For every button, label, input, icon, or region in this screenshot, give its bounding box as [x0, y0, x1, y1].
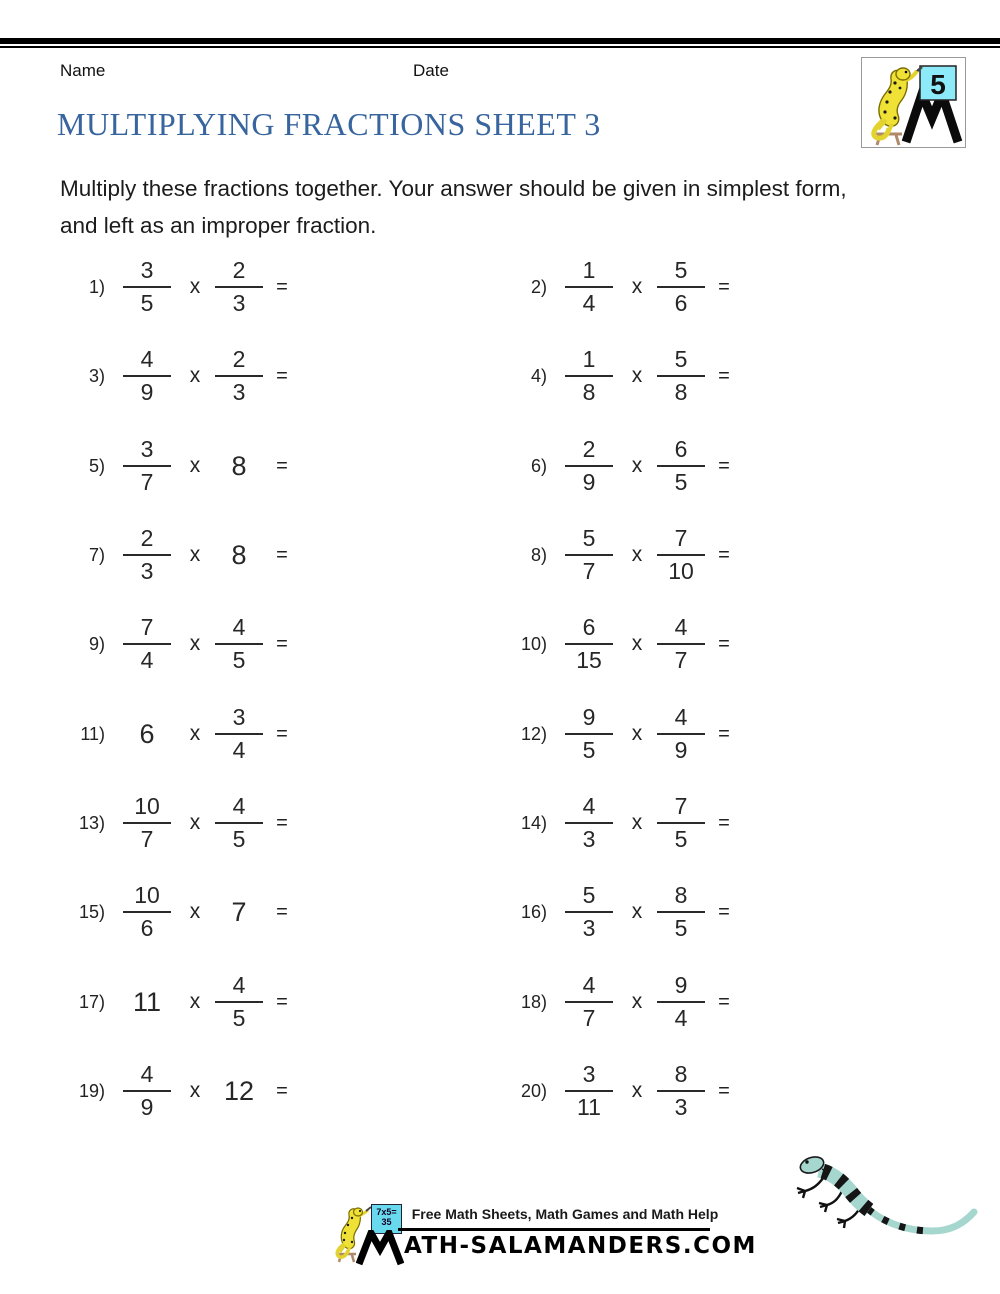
problem-row	[502, 1058, 752, 1124]
equals-sign: =	[718, 544, 730, 566]
problem-row	[60, 879, 310, 945]
first-factor	[559, 611, 619, 677]
multiply-sign: x	[631, 364, 643, 387]
fraction-bar	[215, 286, 263, 288]
second-factor	[209, 522, 269, 588]
equals-sign: =	[718, 455, 730, 477]
numerator: 1	[582, 257, 596, 283]
fraction-bar	[657, 733, 705, 735]
problem-row	[502, 343, 752, 409]
denominator: 5	[232, 1005, 246, 1031]
problem-number: 12)	[520, 724, 547, 744]
equals-sign: =	[276, 633, 288, 655]
multiply-sign: x	[189, 364, 201, 387]
footer-tagline: Free Math Sheets, Math Games and Math Help	[411, 1206, 719, 1222]
problem-number: 17)	[78, 992, 105, 1012]
numerator: 4	[140, 346, 154, 372]
fraction	[657, 436, 705, 496]
numerator: 5	[582, 525, 596, 551]
problem-row	[60, 343, 310, 409]
second-factor	[651, 254, 711, 320]
fraction	[215, 972, 263, 1032]
numerator: 3	[582, 1061, 596, 1087]
denominator: 9	[140, 1094, 154, 1120]
first-factor	[117, 522, 177, 588]
multiply-sign: x	[189, 990, 201, 1013]
fraction	[657, 614, 705, 674]
board-line-1: 7x5=	[376, 1207, 397, 1217]
second-factor	[209, 433, 269, 499]
second-factor	[209, 701, 269, 767]
page-title: MULTIPLYING FRACTIONS SHEET 3	[57, 106, 601, 142]
problem-row	[502, 969, 752, 1035]
denominator: 10	[668, 558, 694, 584]
denominator: 7	[140, 826, 154, 852]
second-factor	[651, 879, 711, 945]
denominator: 3	[582, 915, 596, 941]
denominator: 8	[582, 379, 596, 405]
multiply-sign: x	[631, 275, 643, 298]
numerator: 7	[674, 793, 688, 819]
fraction-bar	[565, 375, 613, 377]
numerator: 4	[582, 972, 596, 998]
brand-footer	[330, 1198, 757, 1272]
equals-sign: =	[276, 455, 288, 477]
fraction	[123, 882, 171, 942]
multiply-sign: x	[189, 1079, 201, 1102]
fraction-bar	[657, 375, 705, 377]
denominator: 6	[674, 290, 688, 316]
second-factor	[209, 969, 269, 1035]
multiply-sign: x	[631, 722, 643, 745]
denominator: 5	[582, 737, 596, 763]
date-label: Date	[413, 61, 449, 80]
problem-row	[502, 522, 752, 588]
equals-sign: =	[276, 544, 288, 566]
multiply-sign: x	[189, 722, 201, 745]
numerator: 8	[674, 1061, 688, 1087]
denominator: 11	[577, 1094, 601, 1120]
multiply-sign: x	[631, 1079, 643, 1102]
equals-sign: =	[718, 1080, 730, 1102]
numerator: 7	[140, 614, 154, 640]
board-line-2: 35	[381, 1217, 392, 1228]
first-factor	[117, 611, 177, 677]
problem-number: 1)	[88, 277, 105, 297]
name-label: Name	[60, 61, 106, 80]
second-factor	[209, 254, 269, 320]
denominator: 4	[674, 1005, 688, 1031]
denominator: 3	[232, 379, 246, 405]
fraction	[657, 793, 705, 853]
fraction	[657, 1061, 705, 1121]
fraction	[123, 525, 171, 585]
fraction	[565, 614, 613, 674]
fraction-bar	[565, 911, 613, 913]
fraction-bar	[565, 733, 613, 735]
second-factor	[651, 433, 711, 499]
numerator: 9	[582, 704, 596, 730]
fraction-bar	[565, 1001, 613, 1003]
equals-sign: =	[718, 901, 730, 923]
first-factor	[559, 790, 619, 856]
equals-sign: =	[276, 901, 288, 923]
fraction	[123, 346, 171, 406]
footer-m-icon	[356, 1230, 404, 1266]
fraction	[565, 972, 613, 1032]
numerator: 2	[232, 257, 246, 283]
fraction	[565, 346, 613, 406]
fraction-bar	[123, 822, 171, 824]
denominator: 3	[140, 558, 154, 584]
numerator: 1	[582, 346, 596, 372]
fraction-bar	[565, 822, 613, 824]
denominator: 3	[582, 826, 596, 852]
instructions-line-1: Multiply these fractions together. Your answer should be given in simplest form,	[60, 176, 847, 201]
fraction-bar	[657, 286, 705, 288]
fraction	[565, 525, 613, 585]
fraction-bar	[123, 1090, 171, 1092]
fraction-bar	[215, 375, 263, 377]
problem-row	[502, 433, 752, 499]
fraction	[123, 436, 171, 496]
denominator: 5	[674, 826, 688, 852]
fraction	[565, 882, 613, 942]
whole-number: 8	[231, 450, 247, 481]
problem-number: 2)	[530, 277, 547, 297]
first-factor	[559, 254, 619, 320]
fraction-bar	[565, 1090, 613, 1092]
multiply-sign: x	[189, 454, 201, 477]
denominator: 3	[674, 1094, 688, 1120]
whole-number: 8	[231, 539, 247, 570]
fraction-bar	[123, 465, 171, 467]
fraction-bar	[123, 643, 171, 645]
multiply-sign: x	[189, 811, 201, 834]
fraction	[215, 614, 263, 674]
whole-number: 7	[231, 896, 247, 927]
fraction-bar	[123, 554, 171, 556]
problem-number: 15)	[78, 902, 105, 922]
numerator: 5	[674, 346, 688, 372]
first-factor	[117, 433, 177, 499]
multiply-sign: x	[631, 990, 643, 1013]
first-factor	[559, 701, 619, 767]
numerator: 4	[582, 793, 596, 819]
first-factor	[117, 879, 177, 945]
problem-row	[502, 254, 752, 320]
fraction-bar	[215, 822, 263, 824]
multiply-sign: x	[631, 543, 643, 566]
denominator: 5	[674, 915, 688, 941]
problem-number: 19)	[78, 1081, 105, 1101]
fraction	[215, 704, 263, 764]
problem-row	[502, 790, 752, 856]
first-factor	[117, 701, 177, 767]
problem-number: 6)	[530, 456, 547, 476]
instructions-line-2: and left as an improper fraction.	[60, 213, 377, 238]
fraction	[565, 793, 613, 853]
equals-sign: =	[718, 633, 730, 655]
fraction-bar	[123, 375, 171, 377]
equals-sign: =	[718, 812, 730, 834]
numerator: 7	[674, 525, 688, 551]
equals-sign: =	[718, 723, 730, 745]
problem-number: 20)	[520, 1081, 547, 1101]
fraction-bar	[657, 554, 705, 556]
gecko-icon	[786, 1143, 991, 1243]
numerator: 2	[140, 525, 154, 551]
fraction	[215, 257, 263, 317]
whole-number: 11	[132, 986, 162, 1017]
denominator: 6	[140, 915, 154, 941]
first-factor	[559, 522, 619, 588]
problem-row	[60, 254, 310, 320]
problem-number: 5)	[88, 456, 105, 476]
problem-row	[60, 969, 310, 1035]
fraction	[565, 257, 613, 317]
equals-sign: =	[718, 991, 730, 1013]
fraction	[215, 793, 263, 853]
numerator: 4	[232, 614, 246, 640]
multiply-sign: x	[189, 900, 201, 923]
fraction-bar	[657, 1001, 705, 1003]
problem-row	[502, 611, 752, 677]
first-factor	[559, 1058, 619, 1124]
numerator: 4	[232, 972, 246, 998]
denominator: 7	[582, 558, 596, 584]
problem-row	[60, 433, 310, 499]
equals-sign: =	[718, 276, 730, 298]
fraction-bar	[565, 554, 613, 556]
problem-row	[60, 790, 310, 856]
numerator: 4	[232, 793, 246, 819]
denominator: 5	[140, 290, 154, 316]
denominator: 8	[674, 379, 688, 405]
first-factor	[559, 969, 619, 1035]
fraction-bar	[215, 1001, 263, 1003]
fraction	[657, 882, 705, 942]
fraction-bar	[657, 465, 705, 467]
problem-number: 8)	[530, 545, 547, 565]
first-factor	[117, 790, 177, 856]
fraction-bar	[657, 643, 705, 645]
first-factor	[559, 343, 619, 409]
equals-sign: =	[276, 1080, 288, 1102]
numerator: 9	[674, 972, 688, 998]
second-factor	[651, 343, 711, 409]
grade-number: 5	[930, 69, 946, 100]
problem-number: 13)	[78, 813, 105, 833]
denominator: 9	[674, 737, 688, 763]
multiply-sign: x	[189, 632, 201, 655]
denominator: 4	[582, 290, 596, 316]
fraction-bar	[565, 643, 613, 645]
problem-number: 16)	[520, 902, 547, 922]
numerator: 5	[582, 882, 596, 908]
denominator: 4	[232, 737, 246, 763]
fraction	[657, 257, 705, 317]
denominator: 5	[674, 469, 688, 495]
second-factor	[209, 790, 269, 856]
equals-sign: =	[276, 812, 288, 834]
second-factor	[209, 879, 269, 945]
denominator: 9	[582, 469, 596, 495]
fraction-bar	[657, 911, 705, 913]
problem-row	[502, 701, 752, 767]
whole-number: 12	[223, 1075, 255, 1106]
second-factor	[209, 343, 269, 409]
fraction-bar	[565, 465, 613, 467]
second-factor	[651, 790, 711, 856]
problem-number: 14)	[520, 813, 547, 833]
problem-row	[60, 1058, 310, 1124]
numerator: 3	[140, 257, 154, 283]
denominator: 7	[674, 647, 688, 673]
numerator: 4	[674, 614, 688, 640]
multiply-sign: x	[631, 900, 643, 923]
fraction-bar	[657, 822, 705, 824]
equals-sign: =	[718, 365, 730, 387]
numerator: 8	[674, 882, 688, 908]
denominator: 9	[140, 379, 154, 405]
fraction	[123, 793, 171, 853]
first-factor	[117, 1058, 177, 1124]
multiply-sign: x	[189, 543, 201, 566]
first-factor	[117, 254, 177, 320]
problem-number: 18)	[520, 992, 547, 1012]
problem-row	[60, 522, 310, 588]
fraction	[565, 436, 613, 496]
fraction-bar	[215, 643, 263, 645]
multiply-sign: x	[189, 275, 201, 298]
whole-number: 6	[139, 718, 155, 749]
numerator: 4	[674, 704, 688, 730]
numerator: 3	[232, 704, 246, 730]
multiply-sign: x	[631, 632, 643, 655]
site-name: ATH-SALAMANDERS.COM	[404, 1233, 757, 1259]
numerator: 10	[134, 793, 160, 819]
problem-row	[502, 879, 752, 945]
denominator: 5	[232, 647, 246, 673]
problem-number: 7)	[88, 545, 105, 565]
fraction	[657, 525, 705, 585]
first-factor	[559, 879, 619, 945]
numerator: 3	[140, 436, 154, 462]
fraction	[565, 704, 613, 764]
first-factor	[117, 969, 177, 1035]
fraction-bar	[123, 286, 171, 288]
fraction	[123, 614, 171, 674]
fraction-bar	[215, 733, 263, 735]
fraction	[657, 346, 705, 406]
problem-number: 10)	[520, 634, 547, 654]
fraction	[123, 257, 171, 317]
fraction	[657, 972, 705, 1032]
second-factor	[209, 611, 269, 677]
denominator: 4	[140, 647, 154, 673]
multiply-sign: x	[631, 454, 643, 477]
second-factor	[209, 1058, 269, 1124]
numerator: 2	[232, 346, 246, 372]
equals-sign: =	[276, 991, 288, 1013]
footer-rule	[398, 1228, 710, 1231]
denominator: 15	[576, 647, 602, 673]
problem-number: 4)	[530, 366, 547, 386]
fraction-bar	[565, 286, 613, 288]
denominator: 5	[232, 826, 246, 852]
second-factor	[651, 969, 711, 1035]
fraction	[657, 704, 705, 764]
problem-number: 9)	[88, 634, 105, 654]
first-factor	[117, 343, 177, 409]
multiply-sign: x	[631, 811, 643, 834]
second-factor	[651, 522, 711, 588]
numerator: 5	[674, 257, 688, 283]
denominator: 3	[232, 290, 246, 316]
denominator: 7	[140, 469, 154, 495]
fraction	[565, 1061, 613, 1121]
numerator: 6	[674, 436, 688, 462]
second-factor	[651, 701, 711, 767]
second-factor	[651, 1058, 711, 1124]
numerator: 4	[140, 1061, 154, 1087]
numerator: 6	[582, 614, 596, 640]
problem-number: 11)	[80, 724, 105, 744]
fraction-bar	[123, 911, 171, 913]
first-factor	[559, 433, 619, 499]
problem-row	[60, 611, 310, 677]
second-factor	[651, 611, 711, 677]
denominator: 7	[582, 1005, 596, 1031]
problem-number: 3)	[88, 366, 105, 386]
equals-sign: =	[276, 723, 288, 745]
problem-row	[60, 701, 310, 767]
numerator: 10	[134, 882, 160, 908]
fraction	[123, 1061, 171, 1121]
numerator: 2	[582, 436, 596, 462]
equals-sign: =	[276, 276, 288, 298]
fraction	[215, 346, 263, 406]
equals-sign: =	[276, 365, 288, 387]
fraction-bar	[657, 1090, 705, 1092]
